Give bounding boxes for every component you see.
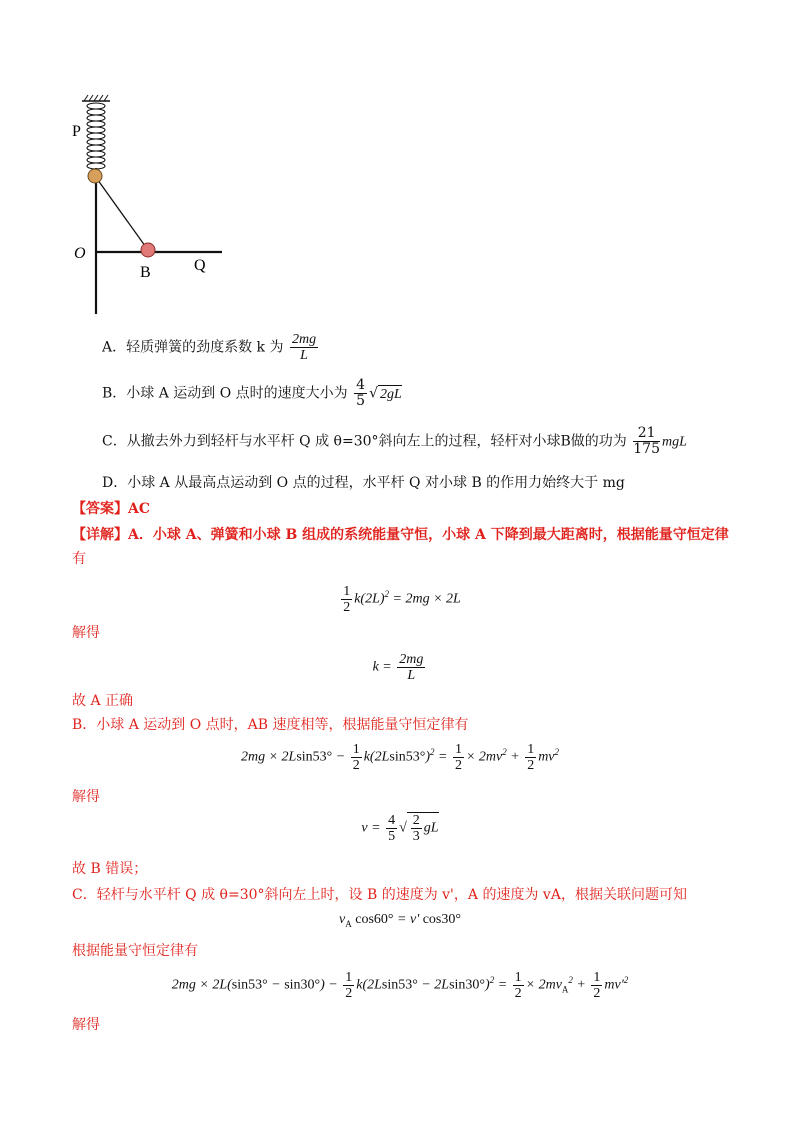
option-c-text: C．从撤去外力到轻杆与水平杆 Q 成 θ=30°斜向左上的过程，轻杆对小球B做的功为	[102, 433, 627, 450]
sqrt-icon: √	[369, 385, 378, 402]
option-c-den: 175	[633, 441, 660, 457]
detail-p2: B．小球 A 运动到 O 点时，AB 速度相等，根据能量守恒定律有	[72, 717, 469, 733]
physics-figure	[72, 92, 232, 320]
label-o: O	[74, 245, 86, 262]
option-b-text: B．小球 A 运动到 O 点时的速度大小为	[102, 385, 348, 402]
option-a-fraction	[290, 332, 318, 363]
option-b	[0, 378, 800, 409]
detail-p1a: 【详解】A．小球 A、弹簧和小球 B 组成的系统能量守恒，小球 A 下降到最大距离时，根据能量守恒定律	[72, 527, 729, 543]
option-c	[0, 426, 800, 457]
equation-4: v = $\frac{4}{5}$ √ $\frac{2}{3}$ gL	[361, 813, 439, 844]
detail-jiede-3: 解得	[72, 1017, 100, 1033]
equation-1: $\frac{1}{2}$ $k(2L)^2 = 2mg \times 2L$	[343, 584, 461, 615]
detail-p3: C．轻杆与水平杆 Q 成 θ=30°斜向左上时，设 B 的速度为 v'，A 的速度为 vA，根据关联问题可知	[72, 887, 687, 903]
spring-icon	[87, 103, 105, 169]
option-c-tail: mgL	[662, 434, 687, 450]
equation-2: k = $\frac{2mg}{L}$	[372, 652, 424, 683]
equation-3: 2mg × 2Lsin53° − $\frac{1}{2}$ $k(2Lsin53^\circ)^2$ = $\frac{1}{2}$ × $2mv^2$ + $\frac{1}{2}$ $mv^2$	[240, 742, 560, 773]
label-q: Q	[194, 257, 206, 274]
option-a-den: L	[300, 348, 308, 363]
option-b-den: 5	[356, 393, 366, 409]
option-b-fraction	[354, 378, 367, 409]
option-b-root: 2gL	[379, 386, 402, 402]
label-b: B	[140, 264, 151, 281]
detail-jiede-1: 解得	[72, 625, 100, 641]
option-c-fraction	[633, 426, 660, 457]
label-p: P	[72, 123, 81, 140]
detail-wrong-b: 故 B 错误；	[72, 861, 148, 877]
answer: 【答案】AC	[72, 501, 151, 517]
ball-b-icon	[141, 243, 155, 257]
detail-p4: 根据能量守恒定律有	[72, 943, 198, 959]
detail-p1b: 有	[72, 551, 86, 567]
equation-6: 2mg × 2L(sin53° − sin30°) − $\frac{1}{2}$ $k(2Lsin53^\circ - 2Lsin30^\circ)^2$ = $\frac{1}{2}$ × $2mv_A^2$ + $\frac{1}{2}$ $mv'^2$	[171, 970, 629, 1001]
detail-correct-a: 故 A 正确	[72, 693, 134, 709]
option-b-num: 4	[356, 377, 366, 393]
ball-a-icon	[88, 169, 102, 183]
option-a-text: A．轻质弹簧的劲度系数 k 为	[102, 339, 284, 356]
spring-rod-diagram	[72, 92, 232, 320]
detail-jiede-2: 解得	[72, 789, 100, 805]
option-d	[0, 474, 800, 492]
option-d-text: D．小球 A 从最高点运动到 O 点的过程，水平杆 Q 对小球 B 的作用力始终大于 mg	[102, 475, 625, 491]
option-a-num: 2mg	[291, 332, 317, 347]
equation-5: $v_A$ cos60° = v' cos30°	[339, 912, 461, 929]
option-c-num: 21	[633, 426, 660, 442]
option-a	[0, 332, 800, 363]
